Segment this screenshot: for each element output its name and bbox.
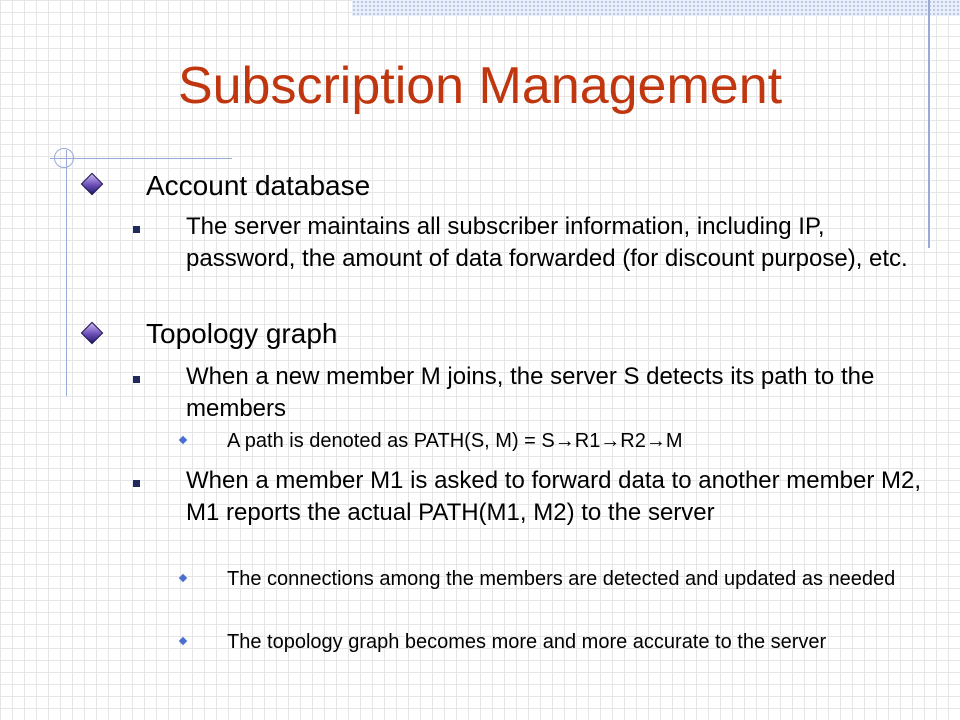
diamond-bullet-icon [82, 174, 102, 194]
bullet-server-maintains: The server maintains all subscriber information, including IP, password, the amount of data forwarded (for discount purpose), etc. [186, 213, 908, 272]
square-bullet-icon [133, 480, 140, 487]
small-diamond-bullet-icon [179, 436, 187, 444]
bullet-member-forward-data: When a member M1 is asked to forward data to another member M2, M1 reports the actual PATH(M1, M2) to the server [186, 467, 921, 526]
subbullet-path-denoted: A path is denoted as PATH(S, M) = S→R1→R2→M [227, 430, 683, 452]
left-horizontal-accent-line [50, 158, 232, 159]
subbullet-graph-accurate: The topology graph becomes more and more accurate to the server [227, 631, 827, 653]
corner-circle-decoration [54, 148, 74, 168]
small-diamond-bullet-icon [179, 637, 187, 645]
top-decoration-band [352, 0, 960, 16]
section-heading-account-database: Account database [146, 170, 371, 201]
diamond-bullet-icon [82, 323, 102, 343]
square-bullet-icon [133, 226, 140, 233]
section-heading-topology-graph: Topology graph [146, 318, 338, 349]
subbullet-connections-detected: The connections among the members are detected and updated as needed [227, 568, 896, 590]
right-vertical-accent-line [928, 0, 930, 248]
small-diamond-bullet-icon [179, 574, 187, 582]
bullet-new-member-joins: When a new member M joins, the server S detects its path to the members [186, 363, 875, 422]
slide-title: Subscription Management [177, 57, 783, 115]
square-bullet-icon [133, 376, 140, 383]
left-vertical-accent-line [66, 150, 67, 396]
